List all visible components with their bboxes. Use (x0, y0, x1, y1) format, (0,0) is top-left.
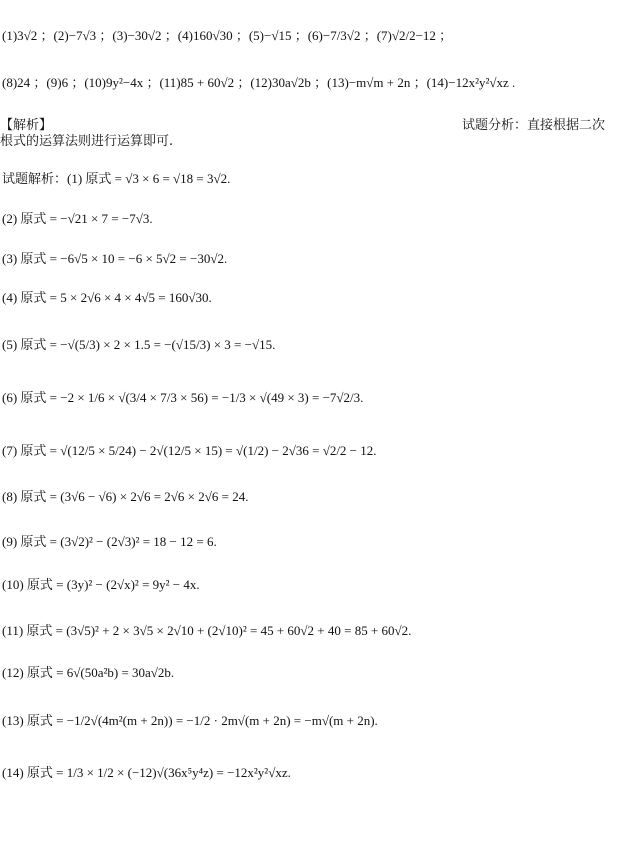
solution-step: (3) 原式 = −6√5 × 10 = −6 × 5√2 = −30√2. (2, 251, 228, 266)
solution-step: (6) 原式 = −2 × 1/6 × √(3/4 × 7/3 × 56) = −1/3 × √(49 × 3) = −7√2/3. (2, 390, 364, 405)
solution-step: (13) 原式 = −1/2√(4m²(m + 2n)) = −1/2 · 2m√(m + 2n) = −m√(m + 2n). (2, 713, 378, 728)
solution-step: (8) 原式 = (3√6 − √6) × 2√6 = 2√6 × 2√6 = 24. (2, 489, 249, 504)
analysis-label: 试题分析：直接根据二次 (462, 118, 606, 133)
section-title: 【解析】 (0, 118, 53, 133)
solution-step: (2) 原式 = −√21 × 7 = −7√3. (2, 211, 153, 226)
solution-step: (5) 原式 = −√(5/3) × 2 × 1.5 = −(√15/3) × 3 = −√15. (2, 337, 276, 352)
solution-intro: 试题解析：(1) 原式 = √3 × 6 = √18 = 3√2. (2, 171, 231, 186)
analysis-continuation: 根式的运算法则进行运算即可. (0, 134, 174, 149)
solution-step: (4) 原式 = 5 × 2√6 × 4 × 4√5 = 160√30. (2, 290, 212, 305)
answers-line-2: (8)24 ；(9)6 ；(10)9y²−4x ；(11)85 + 60√2 ；(12)30a√2b ；(13)−m√m + 2n ；(14)−12x²y²√xz . (2, 75, 516, 90)
solution-step: (10) 原式 = (3y)² − (2√x)² = 9y² − 4x. (2, 577, 200, 592)
answers-line-1: (1)3√2 ；(2)−7√3 ；(3)−30√2 ；(4)160√30 ；(5)−√15 ；(6)−7/3√2 ；(7)√2/2−12 ； (2, 28, 453, 43)
solution-step: (7) 原式 = √(12/5 × 5/24) − 2√(12/5 × 15) = √(1/2) − 2√36 = √2/2 − 12. (2, 443, 377, 458)
solution-step: (11) 原式 = (3√5)² + 2 × 3√5 × 2√10 + (2√10)² = 45 + 60√2 + 40 = 85 + 60√2. (2, 623, 412, 638)
solution-step: (9) 原式 = (3√2)² − (2√3)² = 18 − 12 = 6. (2, 534, 217, 549)
solution-step: (12) 原式 = 6√(50a²b) = 30a√2b. (2, 665, 175, 680)
solution-step: (14) 原式 = 1/3 × 1/2 × (−12)√(36x⁵y⁴z) = −12x²y²√xz. (2, 765, 291, 780)
